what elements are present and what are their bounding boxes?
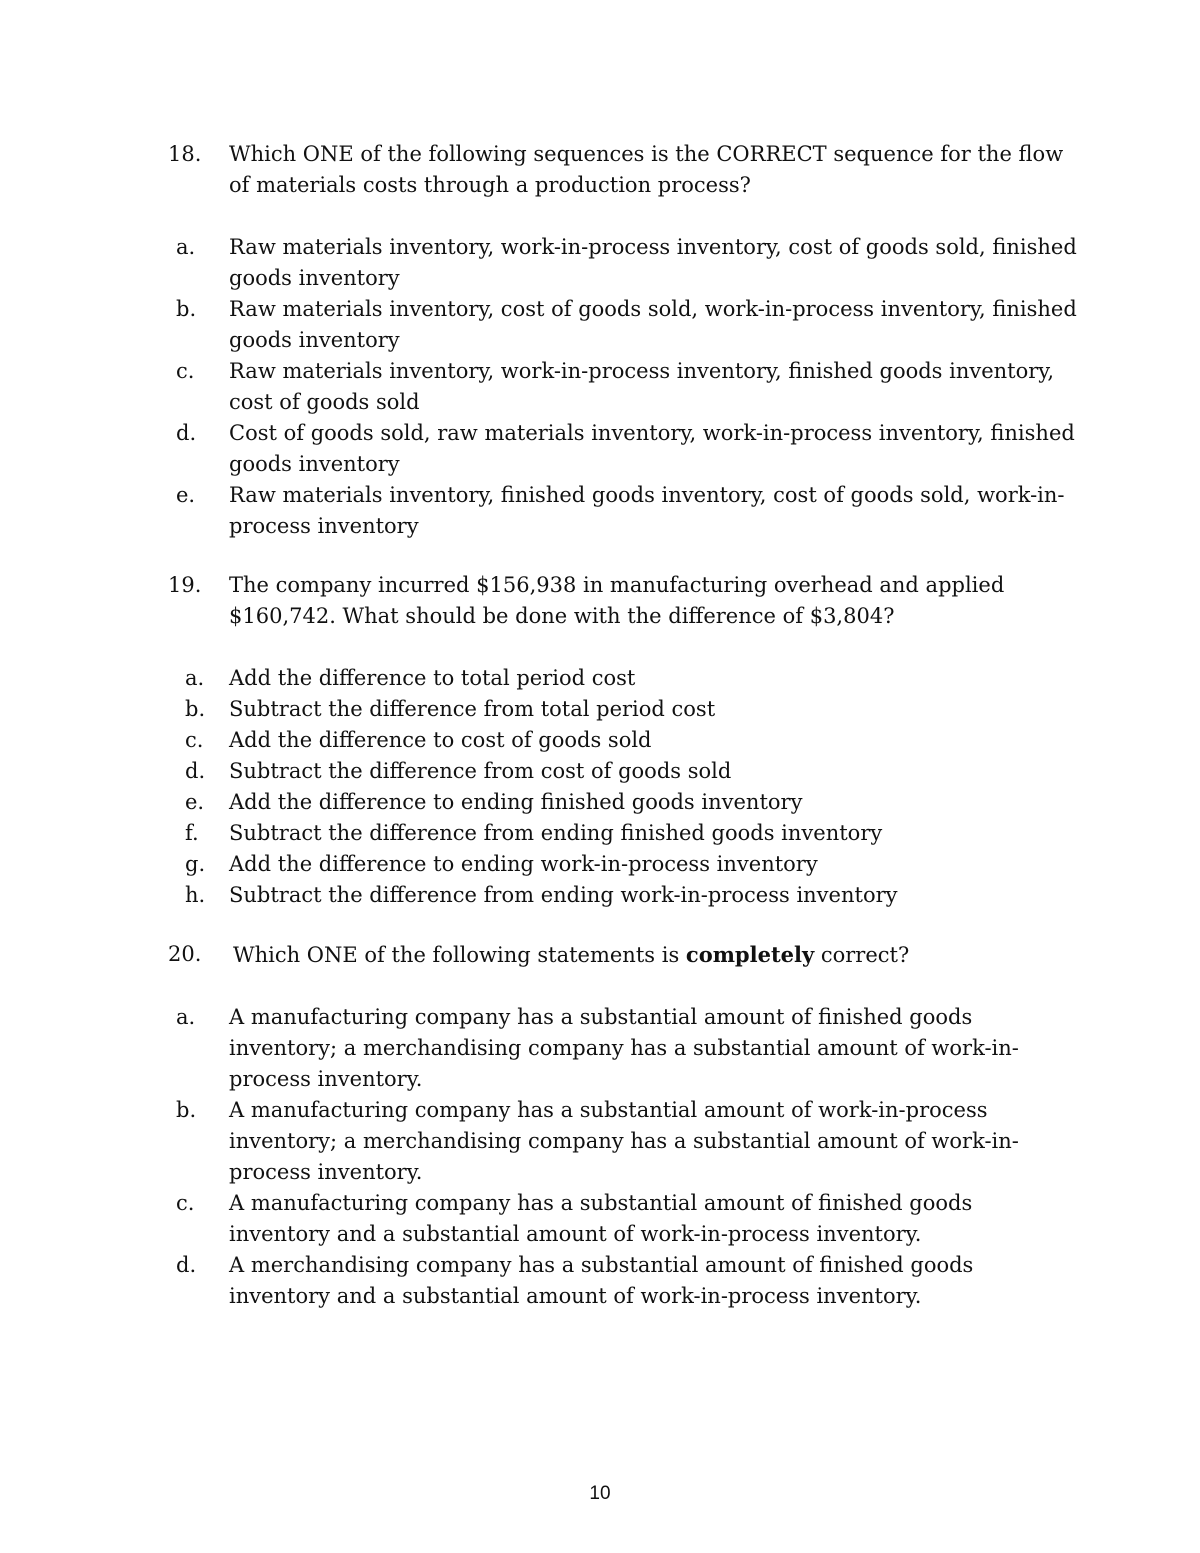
option-text: A manufacturing company has a substantial amount of finished goods inventory; a merchandising company has a substantial amount of work-in-process inventory. — [229, 1005, 1019, 1091]
option-item — [0, 480, 1200, 542]
option-list — [0, 1002, 1200, 1312]
option-label: d. — [176, 1253, 197, 1277]
option-label: a. — [185, 666, 205, 690]
option-text: Subtract the difference from ending finished goods inventory — [229, 821, 883, 845]
option-item — [0, 880, 1200, 911]
page-number: 10 — [589, 1483, 611, 1504]
option-list — [0, 663, 1200, 911]
option-label: e. — [185, 790, 205, 814]
option-text: Add the difference to cost of goods sold — [229, 728, 652, 752]
question-stem — [0, 139, 1200, 201]
option-item — [0, 663, 1200, 694]
option-text: Add the difference to total period cost — [229, 666, 636, 690]
option-item — [0, 1250, 1200, 1312]
question-18 — [0, 139, 1200, 542]
option-label: b. — [176, 1098, 197, 1122]
option-label: f. — [185, 821, 199, 845]
option-text: Cost of goods sold, raw materials inventory, work-in-process inventory, finished goods inventory — [229, 421, 1075, 476]
option-text: A manufacturing company has a substantial amount of finished goods inventory and a substantial amount of work-in-process inventory. — [229, 1191, 973, 1246]
option-item — [0, 418, 1200, 480]
question-text — [233, 939, 1083, 971]
option-text: Raw materials inventory, cost of goods sold, work-in-process inventory, finished goods inventory — [229, 297, 1077, 352]
option-text: A merchandising company has a substantial amount of finished goods inventory and a substantial amount of work-in-process inventory. — [229, 1253, 974, 1308]
option-label: b. — [176, 297, 197, 321]
option-item — [0, 787, 1200, 818]
option-item — [0, 694, 1200, 725]
option-text: Subtract the difference from cost of goods sold — [229, 759, 732, 783]
option-label: d. — [185, 759, 206, 783]
option-text: Raw materials inventory, finished goods inventory, cost of goods sold, work-in-process inventory — [229, 483, 1065, 538]
option-item — [0, 849, 1200, 880]
option-label: h. — [185, 883, 206, 907]
option-label: g. — [185, 852, 206, 876]
option-item — [0, 294, 1200, 356]
question-stem — [0, 939, 1200, 971]
option-label: c. — [176, 1191, 195, 1215]
option-text: Add the difference to ending finished goods inventory — [229, 790, 803, 814]
option-item — [0, 725, 1200, 756]
question-text-start: Which ONE of the following statements is — [233, 943, 686, 967]
option-item — [0, 1002, 1200, 1095]
option-text: Raw materials inventory, work-in-process inventory, cost of goods sold, finished goods inventory — [229, 235, 1077, 290]
option-text: Raw materials inventory, work-in-process inventory, finished goods inventory, cost of goods sold — [229, 359, 1055, 414]
option-item — [0, 356, 1200, 418]
question-text: Which ONE of the following sequences is the CORRECT sequence for the flow of materials costs through a production process? — [229, 142, 1064, 197]
question-number: 20. — [168, 942, 202, 966]
question-number: 18. — [168, 142, 202, 166]
question-text-end: correct? — [814, 943, 910, 967]
question-20 — [0, 939, 1200, 1312]
option-item — [0, 756, 1200, 787]
option-label: b. — [185, 697, 206, 721]
option-text: A manufacturing company has a substantial amount of work-in-process inventory; a merchandising company has a substantial amount of work-in-process inventory. — [229, 1098, 1019, 1184]
emphasis-word: completely — [685, 942, 815, 967]
question-19 — [0, 570, 1200, 911]
option-label: e. — [176, 483, 196, 507]
option-text: Subtract the difference from ending work-in-process inventory — [229, 883, 898, 907]
option-item — [0, 1188, 1200, 1250]
option-label: a. — [176, 1005, 196, 1029]
option-label: c. — [176, 359, 195, 383]
option-text: Subtract the difference from total period cost — [229, 697, 716, 721]
option-list — [0, 232, 1200, 542]
question-stem — [0, 570, 1200, 632]
option-label: c. — [185, 728, 204, 752]
option-text: Add the difference to ending work-in-process inventory — [229, 852, 818, 876]
question-text: The company incurred $156,938 in manufacturing overhead and applied $160,742. What should be done with the difference of $3,804? — [229, 573, 1005, 628]
option-item — [0, 1095, 1200, 1188]
option-item — [0, 818, 1200, 849]
option-item — [0, 232, 1200, 294]
question-number: 19. — [168, 573, 202, 597]
option-label: a. — [176, 235, 196, 259]
option-label: d. — [176, 421, 197, 445]
